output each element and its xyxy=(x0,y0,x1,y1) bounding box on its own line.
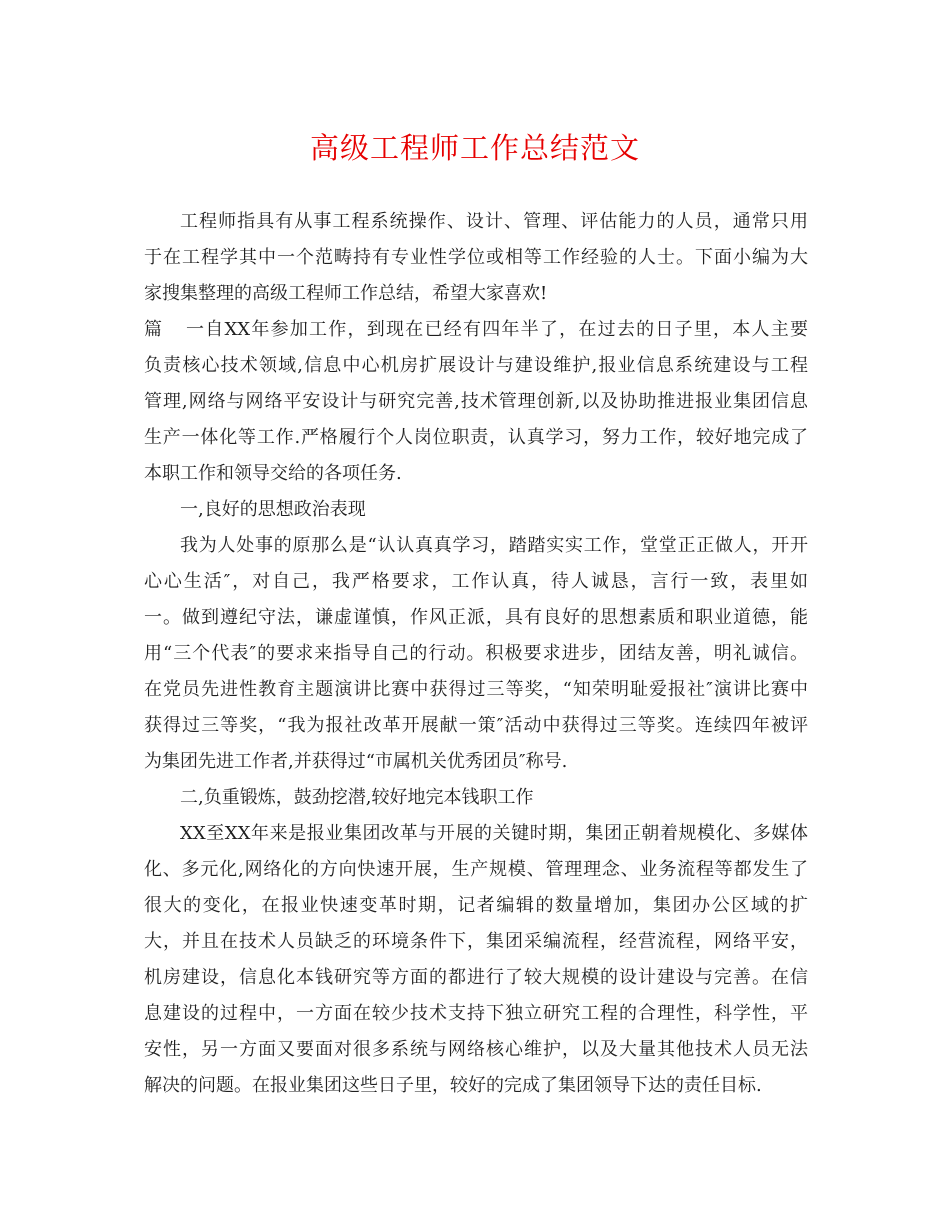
document-body xyxy=(144,204,808,1104)
chapter-first-line xyxy=(144,312,808,348)
section-line: 在党员先进性教育主题演讲比赛中获得过三等奖，“知荣明耻爱报社″演讲比赛中 xyxy=(144,679,808,700)
section-line: 获得过三等奖，“我为报社改革开展献一策″活动中获得过三等奖。连续四年被评 xyxy=(144,715,808,736)
section-line: 化、多元化,网络化的方向快速开展，生产规模、管理理念、业务流程等都发生了 xyxy=(144,859,808,880)
section-line: 解决的问题。在报业集团这些日子里，较好的完成了集团领导下达的责任目标. xyxy=(144,1075,762,1096)
section-line: XX至XX年来是报业集团改革与开展的关键时期，集团正朝着规模化、多媒体 xyxy=(180,823,808,844)
chapter-label: 篇一 xyxy=(144,319,204,340)
section-line: 大，并且在技术人员缺乏的环境条件下，集团采编流程，经营流程，网络平安， xyxy=(144,931,808,952)
section-line: 机房建设，信息化本钱研究等方面的都进行了较大规模的设计建设与完善。在信 xyxy=(144,967,808,988)
section-line: 用“三个代表″的要求来指导自己的行动。积极要求进步，团结友善，明礼诚信。 xyxy=(144,643,808,664)
intro-line: 于在工程学其中一个范畴持有专业性学位或相等工作经验的人士。下面小编为大 xyxy=(144,247,808,268)
section-line: 心心生活″，对自己，我严格要求，工作认真，待人诚恳，言行一致，表里如 xyxy=(144,571,808,592)
document-title: 高级工程师工作总结范文 xyxy=(309,131,640,165)
section-line: 一。做到遵纪守法，谦虚谨慎，作风正派，具有良好的思想素质和职业道德，能 xyxy=(144,607,808,628)
chapter-text: 自XX年参加工作，到现在已经有四年半了，在过去的日子里，本人主要 xyxy=(204,319,808,340)
chapter-line: 生产一体化等工作.严格履行个人岗位职责，认真学习，努力工作，较好地完成了 xyxy=(144,427,808,448)
intro-line: 工程师指具有从事工程系统操作、设计、管理、评估能力的人员，通常只用 xyxy=(180,211,808,232)
chapter-line: 本职工作和领导交给的各项任务. xyxy=(144,463,402,484)
chapter-line: 负责核心技术领域,信息中心机房扩展设计与建设维护,报业信息系统建设与工程 xyxy=(144,355,808,376)
section-heading: 一,良好的思想政治表现 xyxy=(180,499,366,520)
section-line: 为集团先进工作者,并获得过“市属机关优秀团员″称号. xyxy=(144,751,568,772)
section-heading: 二,负重锻炼，鼓劲挖潜,较好地完本钱职工作 xyxy=(180,787,534,808)
chapter-line: 管理,网络与网络平安设计与研究完善,技术管理创新,以及协助推进报业集团信息 xyxy=(144,391,808,412)
section-line: 我为人处事的原那么是“认认真真学习，踏踏实实工作，堂堂正正做人，开开 xyxy=(180,535,808,556)
section-line: 很大的变化，在报业快速变革时期，记者编辑的数量增加，集团办公区域的扩 xyxy=(144,895,808,916)
section-line: 息建设的过程中，一方面在较少技术支持下独立研究工程的合理性，科学性，平 xyxy=(144,1003,808,1024)
section-line: 安性，另一方面又要面对很多系统与网络核心维护，以及大量其他技术人员无法 xyxy=(144,1039,808,1060)
intro-line: 家搜集整理的高级工程师工作总结，希望大家喜欢! xyxy=(144,283,548,304)
